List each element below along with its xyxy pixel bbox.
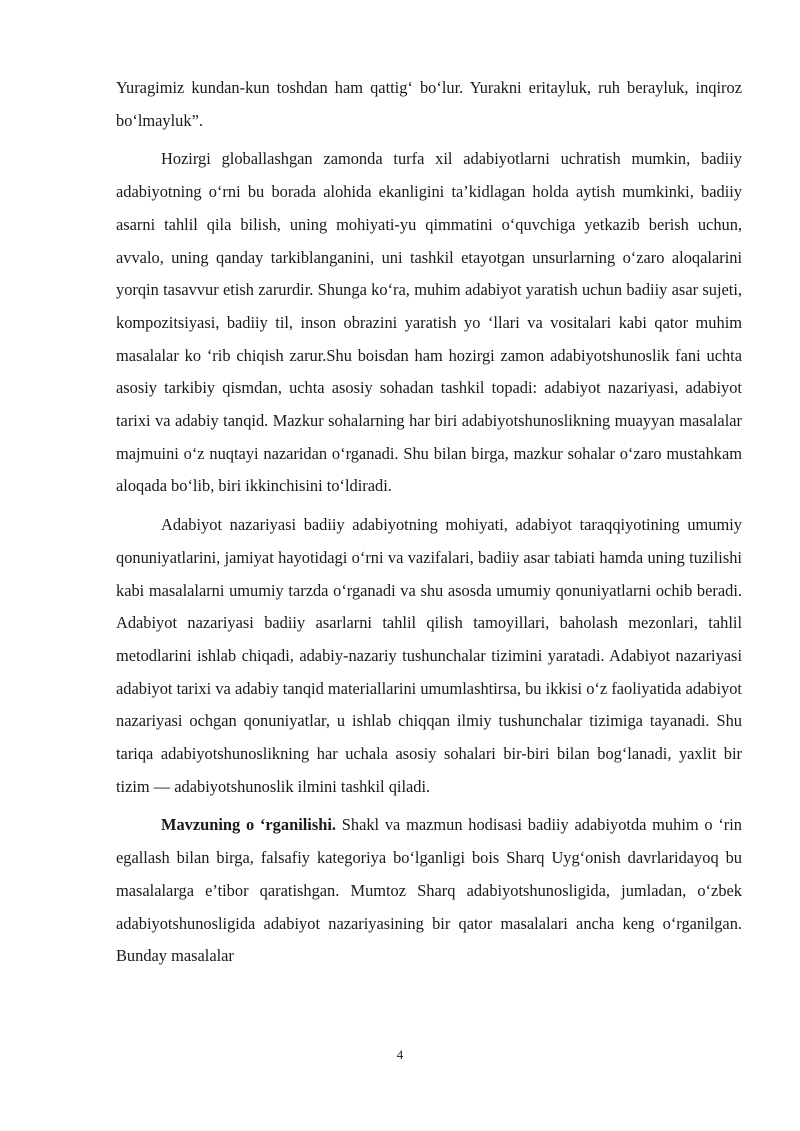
page-number: 4 <box>396 1047 404 1062</box>
paragraph-continuation <box>116 72 742 137</box>
document-page <box>116 72 742 973</box>
paragraph-text: Shakl va mazmun hodisasi badiiy adabiyotda muhim o ‘rin egallash bilan birga, falsafiy kategoriya bo‘lganligi bois Sharq Uyg‘onish davrlaridayoq bu masalalarga e’tibor qaratishgan. Mumtoz Sharq adabiyotshunosligida, jumladan, o‘zbek adabiyotshunosligida adabiyot nazariyasining bir qator masalalari ancha keng o‘rganilgan. Bunday masalalar <box>116 815 743 966</box>
paragraph-text: Hozirgi globallashgan zamonda turfa xil adabiyotlarni uchratish mumkin, badiiy adabiyotning o‘rni bu borada alohida ekanligini ta’kidlagan holda aytish mumkinki, badiiy asarni tahlil qila bilish, uning mohiyati-yu qimmatini o‘quvchiga yetkazib berish uchun, avvalo, uning qanday tarkiblanganini, uni tashkil etayotgan unsurlarning o‘zaro aloqalarini yorqin tasavvur etish zarurdir. Shunga ko‘ra, muhim adabiyot yaratish uchun badiiy asar sujeti, kompozitsiyasi, badiiy til, inson obrazini yaratish yo ‘llari va vositalari kabi qator muhim masalalar ko ‘rib chiqish zarur.Shu boisdan ham hozirgi zamon adabiyotshunoslik fani uchta asosiy tarkibiy qismdan, uchta asosiy sohadan tashkil topadi: adabiyot nazariyasi, adabiyot tarixi va adabiy tanqid. Mazkur sohalarning har biri adabiyotshunoslikning muayyan masalalar majmuini o‘z nuqtayi nazaridan o‘rganadi. Shu bilan birga, mazkur sohalar o‘zaro mustahkam aloqada bo‘lib, biri ikkinchisini to‘ldiradi. <box>116 149 742 496</box>
paragraph-text: Adabiyot nazariyasi badiiy adabiyotning mohiyati, adabiyot taraqqiyotining umumiy qonuniyatlarini, jamiyat hayotidagi o‘rni va vazifalari, badiiy asar tabiati hamda uning tuzilishi kabi masalalarni umumiy tarzda o‘rganadi va shu asosda umumiy qonuniyatlarni ochib beradi. Adabiyot nazariyasi badiiy asarlarni tahlil qilish tamoyillari, baholash mezonlari, tahlil metodlarini ishlab chiqadi, adabiy-nazariy tushunchalar tizimini yaratadi. Adabiyot nazariyasi adabiyot tarixi va adabiy tanqid materiallarini umumlashtirsa, bu ikkisi o‘z faoliyatida adabiyot nazariyasi ochgan qonuniyatlar, u ishlab chiqqan ilmiy tushunchalar tizimiga tayanadi. Shu tariqa adabiyotshunoslikning har uchala asosiy sohalari bir-biri bilan bog‘lanadi, yaxlit bir tizim — adabiyotshunoslik ilmini tashkil qiladi. <box>116 515 742 796</box>
paragraph-literary-theory <box>116 509 742 803</box>
paragraph-text: Yuragimiz kundan-kun toshdan ham qattig‘ bo‘lur. Yurakni eritayluk, ruh berayluk, inqiroz bo‘lmayluk”. <box>116 78 742 130</box>
paragraph-topic-study <box>116 809 742 973</box>
section-lead-heading: Mavzuning o ‘rganilishi. <box>161 815 336 835</box>
paragraph-globalization <box>116 143 742 503</box>
